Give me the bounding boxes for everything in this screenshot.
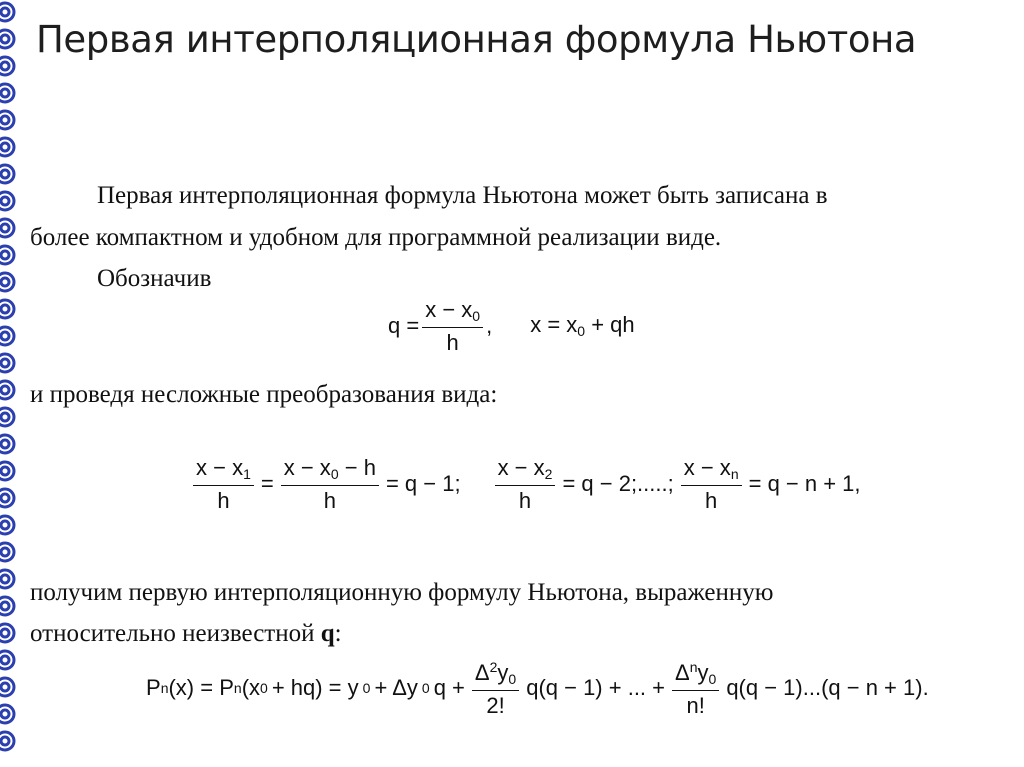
formula-q-fraction: $\frac{x - x_0}{h}$ [422,298,483,354]
fraction-delta2-y0: $\frac{\Delta^2y_0}{2!}$ [472,660,519,717]
paragraph-denote: Обозначив [97,265,212,292]
decorative-border-pattern [0,0,22,767]
paragraph-intro-line1: Первая интерполяционная формула Ньютона может быть записана в [97,182,828,209]
fraction-x-xn: $\frac{x - x_n}{h}$ [681,456,742,512]
fraction-deltan-y0: $\frac{\Delta^ny_0}{n!}$ [672,660,719,717]
fraction-x-x1: $\frac{x - x_1}{h}$ [193,456,254,512]
paragraph-result-line1: получим первую интерполяционную формулу Ньютона, выраженную [30,579,774,606]
fraction-x-x2: $\frac{x - x_2}{h}$ [495,456,556,512]
slide-title: Первая интерполяционная формула Ньютона [36,18,917,61]
fraction-x-x0-h: $\frac{x - x_0 - h}{h}$ [281,456,379,512]
paragraph-transformations: и проведя несложные преобразования вида: [30,381,498,408]
formula-q-definition: q = $\frac{x - x_0}{h}$ , $x = x_0$ + qh [388,297,635,355]
paragraph-result-line2: относительно неизвестной q: [30,620,342,647]
formula-newton-first: P n (x) = P n (x 0 + hq) = y 0 + Δy 0 q + $\frac{\Delta^2y_0}{2!}$ q(q − 1) + ... + $\frac{\Delta^ny_0}{n!}$ q(q − 1)...(q − n + 1). [146,659,929,718]
variable-q-bold: q [320,620,335,647]
formula-q-lhs: q = [388,312,420,338]
formula-transformations: $\frac{x - x_1}{h}$ = $\frac{x - x_0 - h}{h}$ = q − 1; $\frac{x - x_2}{h}$ = q − 2;.....; $\frac{x - x_n}{h}$ = q − n + 1, [190,456,865,512]
formula-x-definition: $x = x_0$ + qh [530,312,635,340]
paragraph-intro-line2: более компактном и удобном для программной реализации виде. [30,224,722,251]
